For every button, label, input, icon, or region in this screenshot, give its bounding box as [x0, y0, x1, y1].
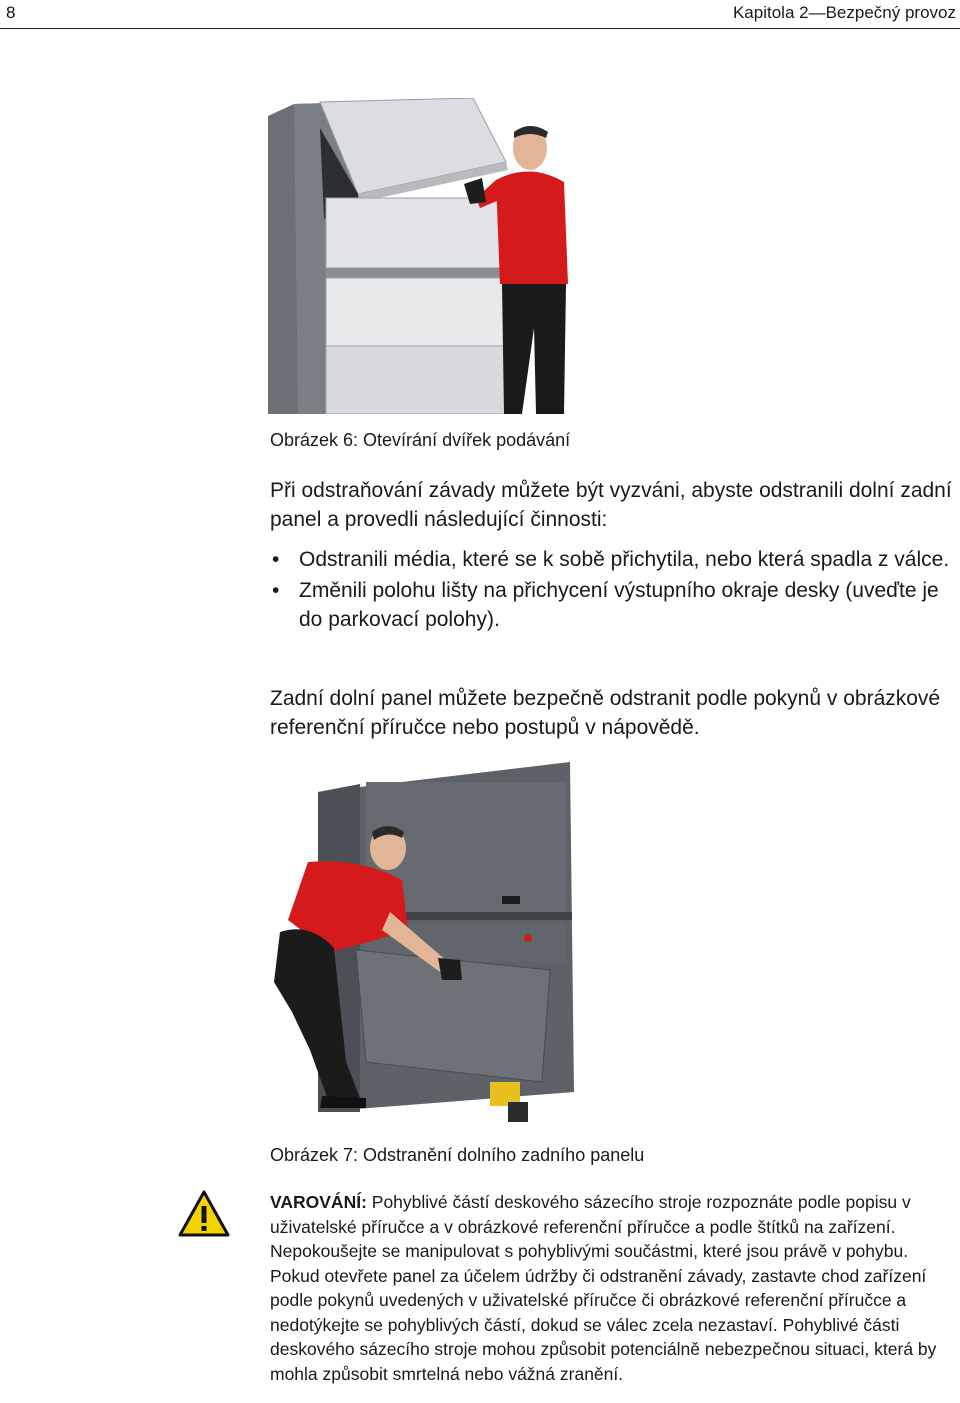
- bullet-icon: •: [272, 548, 280, 571]
- second-paragraph: Zadní dolní panel můžete bezpečně odstranit podle pokynů v obrázkové referenční příručce nebo postupů v nápovědě.: [270, 687, 941, 739]
- figure-caption-6: Obrázek 6: Otevírání dvířek podávání: [270, 430, 571, 450]
- warning-body: Pohyblivé částí deskového sázecího stroje rozpoznáte podle popisu v uživatelské příručce a v obrázkové referenční příručce a podle štítků na zařízení. Nepokoušejte se manipulovat s pohyblivými součástmi, které jsou právě v pohybu. Pokud otevřete panel za účelem údržby či odstranění závady, zastavte chod zařízení podle pokynů uvedených v uživatelské příručce či obrázkové referenční příručce a nedotýkejte se pohyblivých částí, dokud se válec zcela nezastaví. Pohyblivé části deskového sázecího stroje mohou způsobit potenciálně nebezpečnou situaci, která by mohla způsobit smrtelná nebo vážná zranění.: [270, 1192, 937, 1384]
- intro-paragraph: Při odstraňování závady můžete být vyzváni, abyste odstranili dolní zadní panel a provedli následující činnosti:: [270, 479, 952, 531]
- figure-opening-feed-door: [268, 98, 568, 414]
- warning-label: VAROVÁNÍ:: [270, 1192, 367, 1212]
- page-number: 8: [6, 3, 16, 22]
- list-item: • Změnili polohu lišty na přichycení výstupního okraje desky (uveďte je do parkovací polohy).: [270, 576, 960, 634]
- list-item: • Odstranili média, které se k sobě přichytila, nebo která spadla z válce.: [270, 545, 960, 574]
- warning-text: [270, 1190, 958, 1386]
- bullet-list: [270, 545, 960, 636]
- page-header: [0, 0, 960, 29]
- figure-caption-7: Obrázek 7: Odstranění dolního zadního panelu: [270, 1145, 645, 1165]
- bullet-icon: •: [272, 579, 280, 602]
- figure-removing-lower-panel: [270, 762, 578, 1130]
- warning-triangle-icon: [178, 1190, 230, 1238]
- chapter-title: Kapitola 2—Bezpečný provoz: [732, 3, 956, 22]
